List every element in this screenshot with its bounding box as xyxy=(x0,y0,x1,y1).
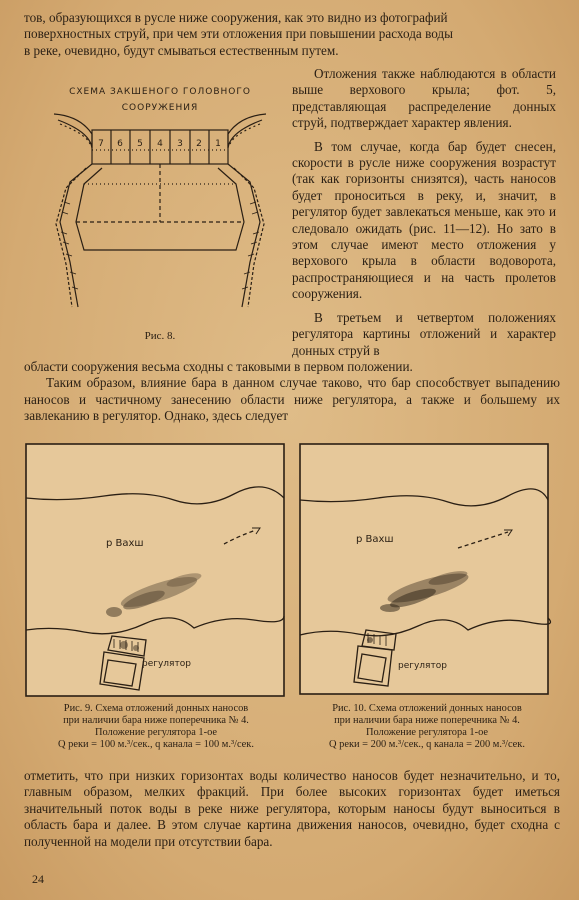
figure-8-subtitle: СООРУЖЕНИЯ xyxy=(121,103,199,113)
caption-line: Q реки = 200 м.³/сек., q канала = 200 м.³/сек. xyxy=(329,739,525,750)
figure-8-diagram xyxy=(40,72,280,334)
bay-number: 3 xyxy=(177,139,183,149)
caption-line: Рис. 9. Схема отложений донных наносов xyxy=(63,703,249,714)
figure-10 xyxy=(298,440,554,700)
right-column xyxy=(292,66,556,359)
bay-number: 6 xyxy=(117,139,123,149)
figure-8-title: СХЕМА ЗАКШЕНОГО ГОЛОВНОГО xyxy=(69,87,251,97)
bay-number: 5 xyxy=(137,139,143,149)
paragraph: В третьем и четвертом положениях регулятора картины отложений и характер донных струй в xyxy=(292,309,556,358)
paragraph: Отложения также наблюдаются в области выше верхового крыла; фот. 5, представляющая распределение донных струй, подтверждает характер явления. xyxy=(292,66,556,131)
caption-line: Положение регулятора 1-ое xyxy=(94,727,218,738)
bay-number: 4 xyxy=(157,139,163,149)
text-line: тов, образующихся в русле ниже сооружения, как это видно из фотографий xyxy=(24,10,448,25)
bottom-text xyxy=(24,768,560,850)
figure-10-river-label: р Вахш xyxy=(356,534,394,545)
bay-number: 1 xyxy=(215,139,221,149)
full-width-text xyxy=(24,359,560,425)
text-line: в реке, очевидно, будут смываться естественным путем. xyxy=(24,42,339,58)
figure-9 xyxy=(24,440,288,700)
figure-10-diagram xyxy=(298,440,554,700)
figure-10-caption xyxy=(294,703,560,751)
figure-9-regulator-label: регулятор xyxy=(142,659,191,669)
caption-line: Q реки = 100 м.³/сек., q канала = 100 м.³/сек. xyxy=(58,739,254,750)
paragraph: отметить, что при низких горизонтах воды количество наносов будет незначительно, и то, главным образом, мелких фракций. При более высоких горизонтах будет иметься значительный поток воды в реке ниже регулятора, которым наносы будут выноситься в область бара и далее. В этом случае картина движения наносов, очевидно, будет сходна с полученной на модели при отсутствии бара. xyxy=(24,768,560,849)
paragraph: В том случае, когда бар будет снесен, скорости в русле ниже сооружения возрастут (так как горизонты снизятся), часть наносов будет проноситься в реку, и, значит, в регулятор будет завлекаться меньше, как это и следовало ожидать (рис. 11—12). Но зато в этом случае имеют место отложения у верхового крыла в области водоворота, распространяющиеся и на часть пролетов сооружения. xyxy=(292,138,556,302)
figure-10-regulator-label: регулятор xyxy=(398,661,447,671)
caption-line: при наличии бара ниже поперечника № 4. xyxy=(63,715,249,726)
text-line: области сооружения весьма сходны с таковыми в первом положении. xyxy=(24,359,413,374)
bay-number: 2 xyxy=(196,139,202,149)
figure-8 xyxy=(40,72,280,334)
figure-8-caption: Рис. 8. xyxy=(144,330,176,342)
top-text xyxy=(24,10,560,59)
caption-line: Положение регулятора 1-ое xyxy=(365,727,489,738)
figure-9-diagram xyxy=(24,440,288,700)
figure-9-river-label: р Вахш xyxy=(106,538,144,549)
bay-number: 7 xyxy=(98,139,104,149)
figure-9-caption xyxy=(20,703,292,751)
page-number: 24 xyxy=(32,872,44,886)
paragraph: Таким образом, влияние бара в данном случае таково, что бар способствует выпадению наносов и частичному занесению области ниже регулятора, а также и большему их завлеканию в регулятор. Однако, здесь следует xyxy=(24,375,560,424)
text-line: поверхностных струй, при чем эти отложения при повышении расхода воды xyxy=(24,26,453,42)
caption-line: Рис. 10. Схема отложений донных наносов xyxy=(332,703,522,714)
caption-line: при наличии бара ниже поперечника № 4. xyxy=(334,715,520,726)
